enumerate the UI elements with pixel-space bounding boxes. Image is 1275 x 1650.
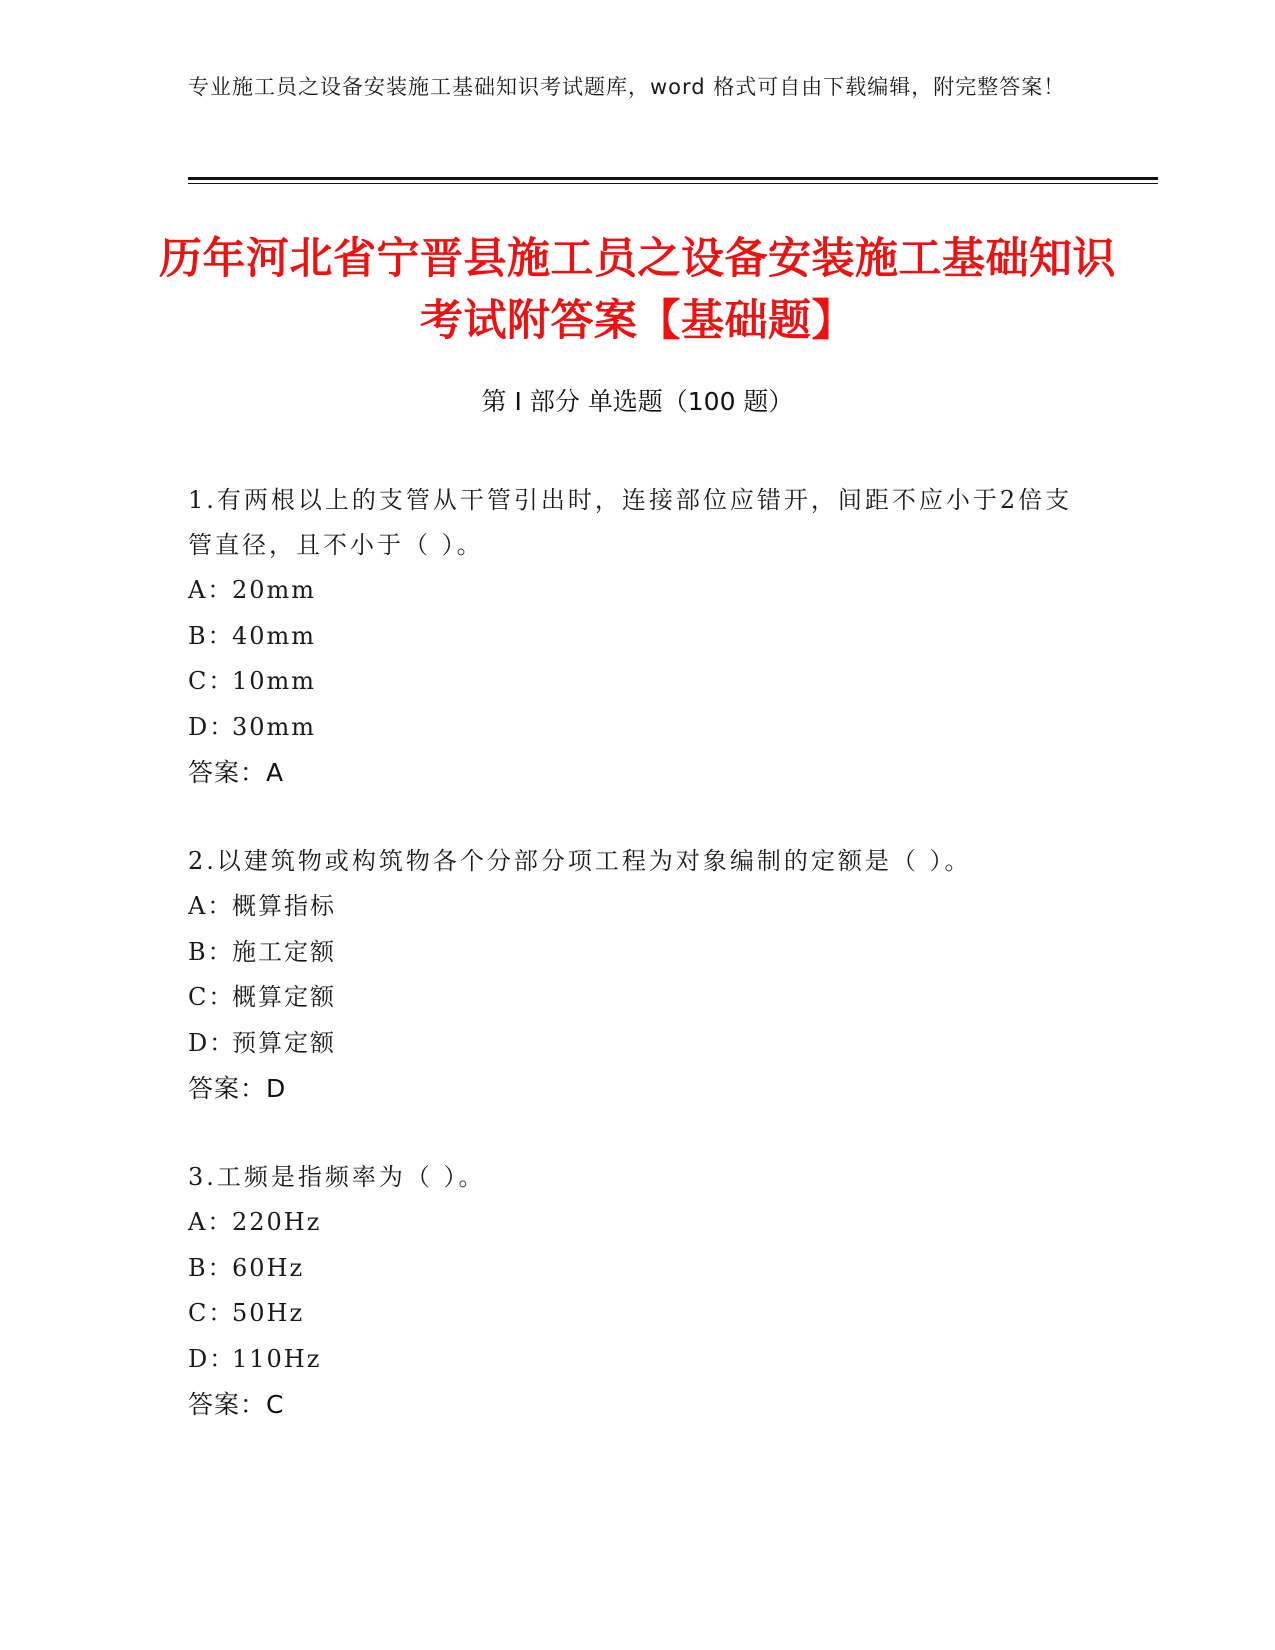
option-text: 60Hz bbox=[232, 1253, 305, 1282]
option-d bbox=[188, 705, 1088, 751]
option-c bbox=[188, 975, 1088, 1021]
option-a bbox=[188, 568, 1088, 614]
option-letter: A： bbox=[188, 576, 234, 604]
option-b bbox=[188, 1246, 1088, 1292]
option-b bbox=[188, 930, 1088, 976]
option-letter: D： bbox=[188, 1344, 236, 1373]
header-divider-thin bbox=[188, 183, 1158, 184]
page-title: 历年河北省宁晋县施工员之设备安装施工基础知识考试附答案【基础题】 bbox=[159, 234, 1116, 346]
answer-line: 答案：D bbox=[188, 1074, 287, 1103]
option-text: 30mm bbox=[232, 712, 317, 741]
answer-line: 答案：A bbox=[188, 758, 285, 787]
header-note: 专业施工员之设备安装施工基础知识考试题库，word 格式可自由下载编辑，附完整答案！ bbox=[188, 75, 1066, 99]
question-stem: 2.以建筑物或构筑物各个分部分项工程为对象编制的定额是（ ）。 bbox=[188, 847, 972, 875]
option-letter: C： bbox=[188, 1299, 235, 1327]
option-c bbox=[188, 1291, 1088, 1337]
option-letter: B： bbox=[188, 621, 234, 650]
option-text: 50Hz bbox=[232, 1299, 305, 1327]
option-d bbox=[188, 1021, 1088, 1067]
option-letter: C： bbox=[188, 667, 235, 695]
option-c bbox=[188, 659, 1088, 705]
option-text: 110Hz bbox=[232, 1344, 322, 1373]
question-item bbox=[188, 839, 1088, 1111]
option-text: 预算定额 bbox=[232, 1028, 336, 1057]
option-letter: B： bbox=[188, 1253, 234, 1282]
question-list bbox=[188, 478, 1088, 1471]
option-text: 220Hz bbox=[232, 1208, 322, 1236]
option-text: 40mm bbox=[232, 621, 317, 650]
option-a bbox=[188, 1200, 1088, 1246]
option-letter: D： bbox=[188, 712, 236, 741]
question-item bbox=[188, 478, 1088, 795]
section-heading: 第 I 部分 单选题（100 题） bbox=[481, 387, 794, 416]
option-d bbox=[188, 1337, 1088, 1383]
option-letter: C： bbox=[188, 983, 235, 1011]
question-stem: 3.工频是指频率为（ ）。 bbox=[188, 1163, 486, 1191]
option-text: 施工定额 bbox=[232, 937, 336, 966]
option-text: 概算指标 bbox=[232, 892, 336, 920]
option-text: 10mm bbox=[232, 667, 317, 695]
question-item bbox=[188, 1155, 1088, 1427]
option-letter: D： bbox=[188, 1028, 236, 1057]
option-text: 概算定额 bbox=[232, 983, 336, 1011]
option-b bbox=[188, 614, 1088, 660]
option-a bbox=[188, 884, 1088, 930]
option-letter: A： bbox=[188, 1208, 234, 1236]
answer-line: 答案：C bbox=[188, 1390, 285, 1419]
question-stem: 1.有两根以上的支管从干管引出时，连接部位应错开，间距不应小于2倍支管直径，且不小于（ ）。 bbox=[188, 486, 1073, 559]
option-letter: B： bbox=[188, 937, 234, 966]
option-letter: A： bbox=[188, 892, 234, 920]
header-divider-thick bbox=[188, 177, 1158, 180]
option-text: 20mm bbox=[232, 576, 317, 604]
